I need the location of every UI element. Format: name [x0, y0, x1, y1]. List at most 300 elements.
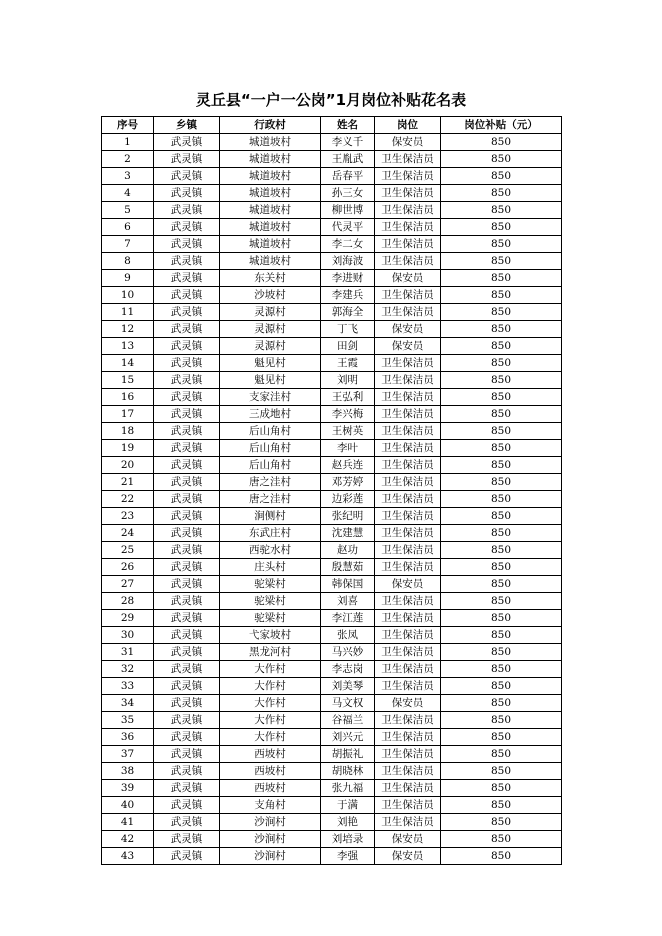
table-row [102, 627, 562, 644]
name-cell: 赵功 [321, 542, 375, 559]
village-cell: 沙涧村 [220, 831, 321, 848]
position-cell: 卫生保洁员 [375, 389, 441, 406]
township-cell: 武灵镇 [154, 797, 220, 814]
table-body [102, 134, 562, 865]
serial-number-cell: 38 [102, 763, 154, 780]
position-cell: 卫生保洁员 [375, 627, 441, 644]
table-header-row [102, 117, 562, 134]
header-serial-number: 序号 [102, 117, 154, 134]
table-row [102, 457, 562, 474]
table-row [102, 729, 562, 746]
village-cell: 涧侧村 [220, 508, 321, 525]
village-cell: 支角村 [220, 797, 321, 814]
township-cell: 武灵镇 [154, 814, 220, 831]
table-row [102, 644, 562, 661]
village-cell: 城道坡村 [220, 168, 321, 185]
village-cell: 灵源村 [220, 321, 321, 338]
serial-number-cell: 29 [102, 610, 154, 627]
township-cell: 武灵镇 [154, 678, 220, 695]
village-cell: 后山角村 [220, 423, 321, 440]
table-row [102, 559, 562, 576]
table-row [102, 593, 562, 610]
name-cell: 胡晓林 [321, 763, 375, 780]
village-cell: 灵源村 [220, 338, 321, 355]
township-cell: 武灵镇 [154, 542, 220, 559]
name-cell: 柳世博 [321, 202, 375, 219]
position-cell: 卫生保洁员 [375, 797, 441, 814]
table-row [102, 661, 562, 678]
table-row [102, 695, 562, 712]
name-cell: 李志岗 [321, 661, 375, 678]
township-cell: 武灵镇 [154, 372, 220, 389]
township-cell: 武灵镇 [154, 729, 220, 746]
serial-number-cell: 33 [102, 678, 154, 695]
township-cell: 武灵镇 [154, 406, 220, 423]
serial-number-cell: 9 [102, 270, 154, 287]
township-cell: 武灵镇 [154, 848, 220, 865]
village-cell: 唐之洼村 [220, 474, 321, 491]
position-cell: 卫生保洁员 [375, 406, 441, 423]
position-cell: 保安员 [375, 321, 441, 338]
township-cell: 武灵镇 [154, 389, 220, 406]
subsidy-cell: 850 [441, 355, 562, 372]
township-cell: 武灵镇 [154, 219, 220, 236]
subsidy-cell: 850 [441, 474, 562, 491]
table-row [102, 746, 562, 763]
name-cell: 胡振礼 [321, 746, 375, 763]
table-row [102, 610, 562, 627]
serial-number-cell: 2 [102, 151, 154, 168]
village-cell: 西坡村 [220, 746, 321, 763]
township-cell: 武灵镇 [154, 746, 220, 763]
name-cell: 李兴梅 [321, 406, 375, 423]
serial-number-cell: 34 [102, 695, 154, 712]
header-township: 乡镇 [154, 117, 220, 134]
village-cell: 西驼水村 [220, 542, 321, 559]
position-cell: 保安员 [375, 338, 441, 355]
table-row [102, 474, 562, 491]
position-cell: 卫生保洁员 [375, 780, 441, 797]
village-cell: 东关村 [220, 270, 321, 287]
township-cell: 武灵镇 [154, 661, 220, 678]
table-row [102, 202, 562, 219]
village-cell: 魁见村 [220, 372, 321, 389]
position-cell: 卫生保洁员 [375, 355, 441, 372]
serial-number-cell: 31 [102, 644, 154, 661]
name-cell: 刘艳 [321, 814, 375, 831]
table-row [102, 406, 562, 423]
subsidy-cell: 850 [441, 576, 562, 593]
subsidy-cell: 850 [441, 219, 562, 236]
subsidy-cell: 850 [441, 270, 562, 287]
subsidy-cell: 850 [441, 848, 562, 865]
subsidy-cell: 850 [441, 542, 562, 559]
village-cell: 沙涧村 [220, 814, 321, 831]
table-row [102, 763, 562, 780]
name-cell: 沈建慧 [321, 525, 375, 542]
subsidy-cell: 850 [441, 202, 562, 219]
subsidy-cell: 850 [441, 831, 562, 848]
subsidy-cell: 850 [441, 797, 562, 814]
serial-number-cell: 13 [102, 338, 154, 355]
township-cell: 武灵镇 [154, 236, 220, 253]
position-cell: 保安员 [375, 695, 441, 712]
table-row [102, 270, 562, 287]
position-cell: 卫生保洁员 [375, 202, 441, 219]
name-cell: 刘海波 [321, 253, 375, 270]
position-cell: 卫生保洁员 [375, 287, 441, 304]
position-cell: 卫生保洁员 [375, 525, 441, 542]
table-row [102, 491, 562, 508]
village-cell: 大作村 [220, 678, 321, 695]
subsidy-cell: 850 [441, 151, 562, 168]
name-cell: 李建兵 [321, 287, 375, 304]
subsidy-cell: 850 [441, 168, 562, 185]
township-cell: 武灵镇 [154, 525, 220, 542]
position-cell: 卫生保洁员 [375, 151, 441, 168]
table-row [102, 287, 562, 304]
township-cell: 武灵镇 [154, 644, 220, 661]
township-cell: 武灵镇 [154, 491, 220, 508]
subsidy-cell: 850 [441, 508, 562, 525]
position-cell: 卫生保洁员 [375, 440, 441, 457]
township-cell: 武灵镇 [154, 593, 220, 610]
serial-number-cell: 5 [102, 202, 154, 219]
header-name: 姓名 [321, 117, 375, 134]
serial-number-cell: 15 [102, 372, 154, 389]
position-cell: 卫生保洁员 [375, 253, 441, 270]
village-cell: 城道坡村 [220, 134, 321, 151]
document-title: 灵丘县“一户一公岗”1月岗位补贴花名表 [195, 91, 467, 109]
serial-number-cell: 10 [102, 287, 154, 304]
table-row [102, 134, 562, 151]
serial-number-cell: 19 [102, 440, 154, 457]
subsidy-cell: 850 [441, 712, 562, 729]
subsidy-cell: 850 [441, 457, 562, 474]
name-cell: 谷福兰 [321, 712, 375, 729]
table-row [102, 321, 562, 338]
position-cell: 卫生保洁员 [375, 746, 441, 763]
serial-number-cell: 17 [102, 406, 154, 423]
serial-number-cell: 42 [102, 831, 154, 848]
position-cell: 保安员 [375, 848, 441, 865]
position-cell: 保安员 [375, 831, 441, 848]
name-cell: 王树英 [321, 423, 375, 440]
subsidy-cell: 850 [441, 627, 562, 644]
serial-number-cell: 35 [102, 712, 154, 729]
village-cell: 沙涧村 [220, 848, 321, 865]
position-cell: 卫生保洁员 [375, 763, 441, 780]
serial-number-cell: 8 [102, 253, 154, 270]
name-cell: 王胤武 [321, 151, 375, 168]
village-cell: 城道坡村 [220, 253, 321, 270]
village-cell: 西坡村 [220, 780, 321, 797]
name-cell: 李进财 [321, 270, 375, 287]
serial-number-cell: 23 [102, 508, 154, 525]
header-village: 行政村 [220, 117, 321, 134]
serial-number-cell: 24 [102, 525, 154, 542]
table-row [102, 338, 562, 355]
township-cell: 武灵镇 [154, 304, 220, 321]
position-cell: 卫生保洁员 [375, 559, 441, 576]
village-cell: 魁见村 [220, 355, 321, 372]
subsidy-cell: 850 [441, 559, 562, 576]
subsidy-cell: 850 [441, 644, 562, 661]
header-subsidy: 岗位补贴（元） [441, 117, 562, 134]
name-cell: 张纪明 [321, 508, 375, 525]
name-cell: 田剑 [321, 338, 375, 355]
position-cell: 卫生保洁员 [375, 661, 441, 678]
serial-number-cell: 1 [102, 134, 154, 151]
village-cell: 城道坡村 [220, 151, 321, 168]
subsidy-cell: 850 [441, 304, 562, 321]
table-row [102, 440, 562, 457]
serial-number-cell: 21 [102, 474, 154, 491]
township-cell: 武灵镇 [154, 780, 220, 797]
name-cell: 郭海全 [321, 304, 375, 321]
serial-number-cell: 11 [102, 304, 154, 321]
subsidy-cell: 850 [441, 372, 562, 389]
serial-number-cell: 27 [102, 576, 154, 593]
subsidy-cell: 850 [441, 695, 562, 712]
position-cell: 卫生保洁员 [375, 457, 441, 474]
township-cell: 武灵镇 [154, 440, 220, 457]
township-cell: 武灵镇 [154, 610, 220, 627]
name-cell: 李义千 [321, 134, 375, 151]
serial-number-cell: 36 [102, 729, 154, 746]
name-cell: 李叶 [321, 440, 375, 457]
name-cell: 于满 [321, 797, 375, 814]
position-cell: 保安员 [375, 134, 441, 151]
name-cell: 孙三女 [321, 185, 375, 202]
serial-number-cell: 7 [102, 236, 154, 253]
table-row [102, 542, 562, 559]
subsidy-cell: 850 [441, 287, 562, 304]
table-row [102, 712, 562, 729]
name-cell: 边彩莲 [321, 491, 375, 508]
position-cell: 卫生保洁员 [375, 491, 441, 508]
serial-number-cell: 3 [102, 168, 154, 185]
village-cell: 大作村 [220, 695, 321, 712]
township-cell: 武灵镇 [154, 423, 220, 440]
table-row [102, 525, 562, 542]
subsidy-cell: 850 [441, 389, 562, 406]
table-row [102, 831, 562, 848]
position-cell: 卫生保洁员 [375, 814, 441, 831]
position-cell: 卫生保洁员 [375, 372, 441, 389]
serial-number-cell: 16 [102, 389, 154, 406]
subsidy-cell: 850 [441, 729, 562, 746]
position-cell: 卫生保洁员 [375, 474, 441, 491]
position-cell: 保安员 [375, 576, 441, 593]
township-cell: 武灵镇 [154, 576, 220, 593]
name-cell: 代灵平 [321, 219, 375, 236]
subsidy-cell: 850 [441, 678, 562, 695]
township-cell: 武灵镇 [154, 831, 220, 848]
table-row [102, 219, 562, 236]
serial-number-cell: 22 [102, 491, 154, 508]
name-cell: 刘喜 [321, 593, 375, 610]
subsidy-roster-table [101, 116, 562, 865]
village-cell: 城道坡村 [220, 185, 321, 202]
table-row [102, 236, 562, 253]
position-cell: 卫生保洁员 [375, 678, 441, 695]
name-cell: 王霞 [321, 355, 375, 372]
township-cell: 武灵镇 [154, 712, 220, 729]
village-cell: 后山角村 [220, 440, 321, 457]
subsidy-cell: 850 [441, 593, 562, 610]
subsidy-cell: 850 [441, 236, 562, 253]
subsidy-cell: 850 [441, 610, 562, 627]
position-cell: 卫生保洁员 [375, 304, 441, 321]
name-cell: 刘明 [321, 372, 375, 389]
table-row [102, 389, 562, 406]
name-cell: 韩保国 [321, 576, 375, 593]
village-cell: 三成地村 [220, 406, 321, 423]
village-cell: 大作村 [220, 661, 321, 678]
subsidy-cell: 850 [441, 321, 562, 338]
subsidy-cell: 850 [441, 525, 562, 542]
table-row [102, 304, 562, 321]
township-cell: 武灵镇 [154, 202, 220, 219]
name-cell: 张九福 [321, 780, 375, 797]
position-cell: 卫生保洁员 [375, 185, 441, 202]
serial-number-cell: 41 [102, 814, 154, 831]
village-cell: 城道坡村 [220, 202, 321, 219]
name-cell: 岳春平 [321, 168, 375, 185]
table-row [102, 185, 562, 202]
village-cell: 唐之洼村 [220, 491, 321, 508]
township-cell: 武灵镇 [154, 338, 220, 355]
village-cell: 驼梁村 [220, 593, 321, 610]
position-cell: 卫生保洁员 [375, 423, 441, 440]
position-cell: 卫生保洁员 [375, 508, 441, 525]
table-row [102, 780, 562, 797]
position-cell: 卫生保洁员 [375, 593, 441, 610]
village-cell: 大作村 [220, 712, 321, 729]
table-row [102, 372, 562, 389]
village-cell: 灵源村 [220, 304, 321, 321]
serial-number-cell: 32 [102, 661, 154, 678]
township-cell: 武灵镇 [154, 457, 220, 474]
serial-number-cell: 25 [102, 542, 154, 559]
subsidy-cell: 850 [441, 763, 562, 780]
table-row [102, 678, 562, 695]
name-cell: 马文权 [321, 695, 375, 712]
serial-number-cell: 37 [102, 746, 154, 763]
name-cell: 刘美琴 [321, 678, 375, 695]
table-row [102, 168, 562, 185]
table-row [102, 253, 562, 270]
serial-number-cell: 14 [102, 355, 154, 372]
subsidy-cell: 850 [441, 185, 562, 202]
serial-number-cell: 43 [102, 848, 154, 865]
township-cell: 武灵镇 [154, 627, 220, 644]
township-cell: 武灵镇 [154, 134, 220, 151]
serial-number-cell: 30 [102, 627, 154, 644]
serial-number-cell: 26 [102, 559, 154, 576]
village-cell: 驼梁村 [220, 576, 321, 593]
subsidy-cell: 850 [441, 746, 562, 763]
name-cell: 刘培录 [321, 831, 375, 848]
serial-number-cell: 4 [102, 185, 154, 202]
table-row [102, 508, 562, 525]
subsidy-cell: 850 [441, 338, 562, 355]
township-cell: 武灵镇 [154, 321, 220, 338]
township-cell: 武灵镇 [154, 270, 220, 287]
name-cell: 赵兵连 [321, 457, 375, 474]
township-cell: 武灵镇 [154, 695, 220, 712]
serial-number-cell: 18 [102, 423, 154, 440]
village-cell: 大作村 [220, 729, 321, 746]
village-cell: 庄头村 [220, 559, 321, 576]
position-cell: 卫生保洁员 [375, 236, 441, 253]
village-cell: 沙坡村 [220, 287, 321, 304]
position-cell: 卫生保洁员 [375, 168, 441, 185]
township-cell: 武灵镇 [154, 253, 220, 270]
serial-number-cell: 12 [102, 321, 154, 338]
serial-number-cell: 28 [102, 593, 154, 610]
subsidy-cell: 850 [441, 423, 562, 440]
subsidy-cell: 850 [441, 253, 562, 270]
village-cell: 城道坡村 [220, 219, 321, 236]
village-cell: 弋家坡村 [220, 627, 321, 644]
township-cell: 武灵镇 [154, 763, 220, 780]
village-cell: 支家洼村 [220, 389, 321, 406]
subsidy-cell: 850 [441, 134, 562, 151]
table-row [102, 814, 562, 831]
table-row [102, 355, 562, 372]
village-cell: 东武庄村 [220, 525, 321, 542]
subsidy-cell: 850 [441, 440, 562, 457]
position-cell: 卫生保洁员 [375, 542, 441, 559]
subsidy-cell: 850 [441, 406, 562, 423]
village-cell: 城道坡村 [220, 236, 321, 253]
subsidy-cell: 850 [441, 491, 562, 508]
name-cell: 王弘利 [321, 389, 375, 406]
position-cell: 卫生保洁员 [375, 729, 441, 746]
name-cell: 丁飞 [321, 321, 375, 338]
position-cell: 保安员 [375, 270, 441, 287]
township-cell: 武灵镇 [154, 508, 220, 525]
table-row [102, 423, 562, 440]
name-cell: 李强 [321, 848, 375, 865]
table-row [102, 576, 562, 593]
township-cell: 武灵镇 [154, 168, 220, 185]
township-cell: 武灵镇 [154, 474, 220, 491]
subsidy-cell: 850 [441, 661, 562, 678]
subsidy-cell: 850 [441, 780, 562, 797]
serial-number-cell: 39 [102, 780, 154, 797]
name-cell: 张凤 [321, 627, 375, 644]
village-cell: 驼梁村 [220, 610, 321, 627]
village-cell: 西坡村 [220, 763, 321, 780]
serial-number-cell: 40 [102, 797, 154, 814]
township-cell: 武灵镇 [154, 185, 220, 202]
name-cell: 马兴妙 [321, 644, 375, 661]
township-cell: 武灵镇 [154, 151, 220, 168]
header-position: 岗位 [375, 117, 441, 134]
village-cell: 后山角村 [220, 457, 321, 474]
name-cell: 刘兴元 [321, 729, 375, 746]
serial-number-cell: 6 [102, 219, 154, 236]
name-cell: 殷慧茹 [321, 559, 375, 576]
table-row [102, 797, 562, 814]
serial-number-cell: 20 [102, 457, 154, 474]
position-cell: 卫生保洁员 [375, 644, 441, 661]
position-cell: 卫生保洁员 [375, 610, 441, 627]
name-cell: 邓芳婷 [321, 474, 375, 491]
